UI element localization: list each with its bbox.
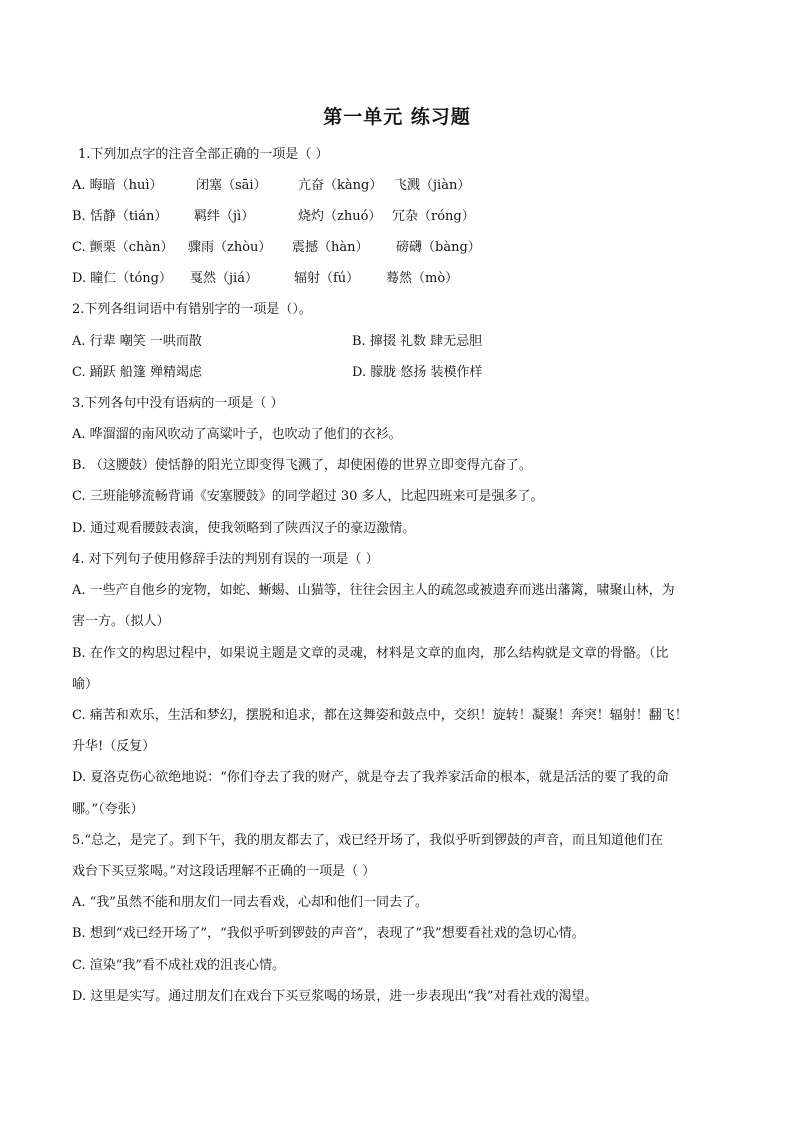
option-word: D. 瞳仁（tóng） xyxy=(72,271,172,286)
question-5-stem-line-1: 5.“总之，是完了。到下午，我的朋友都去了，戏已经开场了，我似乎听到锣鼓的声音，而且知道他们在 xyxy=(72,833,664,848)
question-2-stem: 2.下列各组词语中有错别字的一项是（）。 xyxy=(72,302,312,317)
option-word: 震撼（hàn） xyxy=(292,240,369,255)
option-word: 羁绊（jì） xyxy=(194,209,255,224)
question-4-stem: 4. 对下列句子使用修辞手法的判别有误的一项是（ ） xyxy=(72,552,379,567)
question-2-option-c: C. 踊跃 船篷 殚精竭虑 xyxy=(72,365,203,380)
question-4-option-c-line-2: 升华!（反复） xyxy=(72,739,156,754)
option-word: 亢奋（kàng） xyxy=(298,178,383,193)
question-2-option-b: B. 撺掇 礼数 肆无忌胆 xyxy=(352,334,483,349)
option-word: 骤雨（zhòu） xyxy=(188,240,272,255)
question-4-option-b-line-2: 喻） xyxy=(72,677,99,692)
option-word: 冗杂（róng） xyxy=(392,209,475,224)
option-word: 飞溅（jiàn） xyxy=(394,178,471,193)
question-4-option-b-line-1: B. 在作文的构思过程中，如果说主题是文章的灵魂，材料是文章的血肉，那么结构就是文章的骨骼。（比 xyxy=(72,646,669,661)
question-3-option-d: D. 通过观看腰鼓表演，使我领略到了陕西汉子的豪迈激情。 xyxy=(72,521,416,536)
option-word: 戛然（jiá） xyxy=(190,271,258,286)
question-5-option-d: D. 这里是实写。通过朋友们在戏台下买豆浆喝的场景，进一步表现出“我”对看社戏的渴望。 xyxy=(72,989,598,1004)
option-word: 蓦然（mò） xyxy=(386,271,459,286)
question-5-option-b: B. 想到“戏已经开场了”，“我似乎听到锣鼓的声音”，表现了“我”想要看社戏的急切心情。 xyxy=(72,926,585,941)
option-word: 辐射（fú） xyxy=(294,271,360,286)
question-2-option-d: D. 朦胧 悠扬 装模作样 xyxy=(352,365,483,380)
question-3-option-c: C. 三班能够流畅背诵《安塞腰鼓》的同学超过 30 多人，比起四班来可是强多了。 xyxy=(72,489,544,504)
question-5-option-c: C. 渲染“我”看不成社戏的沮丧心情。 xyxy=(72,958,286,973)
question-2-option-a: A. 行辈 嘲笑 一哄而散 xyxy=(72,334,202,349)
option-word: B. 恬静（tián） xyxy=(72,209,168,224)
option-word: C. 颤栗（chàn） xyxy=(72,240,174,255)
question-4-option-c-line-1: C. 痛苦和欢乐，生活和梦幻，摆脱和追求，都在这舞姿和鼓点中，交织！旋转！凝聚！奔突！辐射！翻飞！ xyxy=(72,708,688,723)
question-4-option-a-line-1: A. 一些产自他乡的宠物，如蛇、蜥蜴、山猫等，往往会因主人的疏忽或被遗弃而逃出藩篱，啸聚山林，为 xyxy=(72,583,675,598)
option-word: 烧灼（zhuó） xyxy=(298,209,382,224)
question-5-option-a: A. “我”虽然不能和朋友们一同去看戏，心却和他们一同去了。 xyxy=(72,895,428,910)
question-4-option-d-line-1: D. 夏洛克伤心欲绝地说：“你们夺去了我的财产，就是夺去了我养家活命的根本，就是活活的要了我的命 xyxy=(72,770,669,785)
question-3-stem: 3.下列各句中没有语病的一项是（ ） xyxy=(72,396,284,411)
question-3-option-a: A. 哗溜溜的南风吹动了高粱叶子，也吹动了他们的衣衫。 xyxy=(72,427,402,442)
option-word: 磅礴（bàng） xyxy=(396,240,481,255)
question-4-option-d-line-2: 哪。”（夸张） xyxy=(72,802,144,817)
question-1-stem: 1.下列加点字的注音全部正确的一项是（ ） xyxy=(78,147,329,162)
question-3-option-b: B. （这腰鼓）使恬静的阳光立即变得飞溅了，却使困倦的世界立即变得亢奋了。 xyxy=(72,458,532,473)
question-5-stem-line-2: 戏台下买豆浆喝。”对这段话理解不正确的一项是（ ） xyxy=(72,864,376,879)
page-title: 第一单元 练习题 xyxy=(323,106,471,128)
option-word: 闭塞（sāi） xyxy=(196,178,267,193)
question-4-option-a-line-2: 害一方。（拟人） xyxy=(72,614,170,629)
option-word: A. 晦暗（huì） xyxy=(72,178,163,193)
